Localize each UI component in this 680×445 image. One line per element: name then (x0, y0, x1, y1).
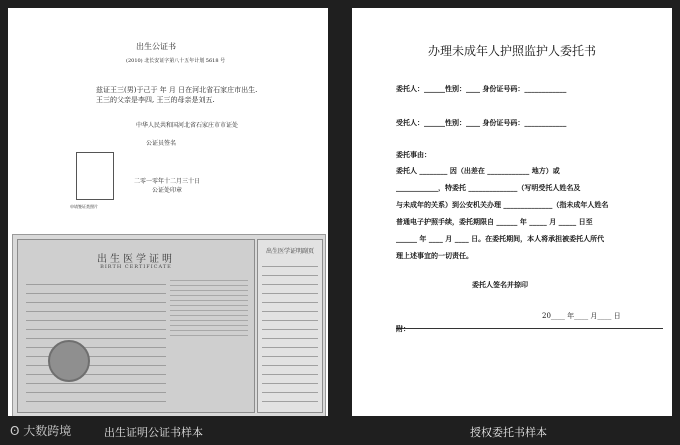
principal-line: 委托人：______性别：____ 身份证号码：____________ (396, 84, 567, 93)
reason-line-4: 普通电子护照手续，委托期限自 ______ 年 _____ 月 _____ 日至 (396, 217, 593, 226)
reason-line-3: 与未成年的关系）到公安机关办理 ______________（指未成年人姓名 (396, 200, 609, 209)
birth-certificate-title: 出生医学证明 (97, 254, 175, 265)
stub-form-fields (262, 258, 318, 406)
birth-notarial-certificate-sample (8, 8, 328, 416)
bottom-divider (396, 328, 663, 329)
reason-heading: 委托事由： (396, 150, 431, 159)
brand-name: 大数跨境 (23, 424, 72, 438)
reason-line-1: 委托人 ________ 因（出差在 ____________ 地方）或 (396, 166, 560, 175)
signature-date: 20____ 年____ 月____ 日 (542, 312, 621, 320)
notary-seal: 公证处印章 (152, 187, 183, 194)
birth-certificate-scan (12, 234, 326, 416)
letter-title: 办理未成年人护照监护人委托书 (427, 44, 596, 58)
notary-reference: (2010) 北长安证字第八十五年计划 5618 号 (126, 58, 226, 64)
birth-certificate-subtitle: BIRTH CERTIFICATE (100, 264, 172, 270)
brand-logo (10, 422, 71, 439)
notary-signature: 公证员签名 (146, 140, 177, 147)
photo-label: 申请签证类照片 (70, 204, 98, 209)
national-emblem-icon (48, 340, 90, 382)
right-caption: 授权委托书样本 (470, 426, 547, 439)
stub-title: 出生医学证明副页 (265, 248, 314, 255)
notary-title: 出生公证书 (136, 42, 176, 51)
reason-line-5: ______ 年 ____ 月 ____ 日。在委托期间，本人将承担被委托人所代 (396, 234, 605, 243)
agent-line: 受托人：______性别：____ 身份证号码：____________ (396, 118, 567, 127)
notary-body-line-2: 王三的父亲是李四, 王三的母亲是刘五. (96, 96, 215, 104)
notary-date: 二零一零年十二月三十日 (134, 178, 201, 185)
brand-logo-icon: ʘ (10, 424, 24, 438)
notary-body-line-1: 兹证王三(男)于己于 年 月 日在河北省石家庄市出生. (96, 86, 258, 94)
photo-placeholder (76, 152, 114, 200)
birth-certificate-stub (257, 239, 323, 413)
guardian-authorization-letter-sample (352, 8, 672, 416)
reason-line-6: 理上述事宜的一切责任。 (396, 251, 473, 260)
signature-label: 委托人签名并捺印 (472, 280, 528, 289)
left-caption: 出生证明公证书样本 (104, 426, 203, 439)
birth-certificate-main (17, 239, 255, 413)
footer-label: 附： (396, 324, 410, 333)
certificate-form-fields (26, 276, 166, 406)
reason-line-2: ____________，特委托 ______________（写明受托人姓名及 (396, 183, 581, 192)
notary-office: 中华人民共和国河北省石家庄市市证处 (136, 122, 239, 129)
certificate-notes (170, 276, 248, 336)
